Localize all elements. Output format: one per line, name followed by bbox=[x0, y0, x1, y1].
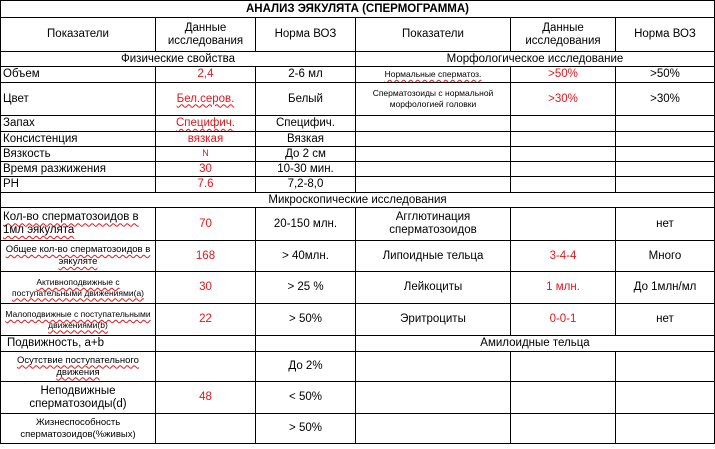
table-row bbox=[1, 177, 715, 193]
header-research-data-left: Данные исследования bbox=[156, 18, 256, 52]
empty-cell bbox=[356, 116, 511, 132]
empty-cell bbox=[511, 177, 616, 193]
header-indicators-right: Показатели bbox=[356, 18, 511, 52]
section-row bbox=[1, 193, 715, 208]
row-norm: 2-6 мл bbox=[256, 67, 356, 83]
row-label: Вязкость bbox=[1, 147, 156, 162]
row-value bbox=[156, 336, 256, 352]
empty-cell bbox=[356, 162, 511, 177]
row-label: Неподвижные сперматозоиды(d) bbox=[1, 382, 156, 414]
empty-cell bbox=[356, 414, 511, 444]
row-label: Агглютинация сперматозоидов bbox=[356, 208, 511, 241]
row-label: Эритроциты bbox=[356, 304, 511, 336]
row-value bbox=[511, 208, 616, 241]
title-row bbox=[1, 1, 715, 18]
row-value bbox=[156, 83, 256, 116]
row-norm: > 25 % bbox=[256, 272, 356, 304]
row-norm: 7,2-8,0 bbox=[256, 177, 356, 193]
label-text: Малоподвижные с поступательными движениями(b) bbox=[5, 308, 151, 330]
row-norm: До 1млн/мл bbox=[616, 272, 715, 304]
empty-cell bbox=[616, 382, 715, 414]
empty-cell bbox=[511, 132, 616, 147]
row-norm: Белый bbox=[256, 83, 356, 116]
table-row bbox=[1, 132, 715, 147]
row-norm: >50% bbox=[616, 67, 715, 83]
row-value bbox=[156, 352, 256, 382]
row-norm: < 50% bbox=[256, 382, 356, 414]
empty-cell bbox=[356, 147, 511, 162]
row-norm: нет bbox=[616, 208, 715, 241]
row-value: 30 bbox=[156, 162, 256, 177]
row-label: Запах bbox=[1, 116, 156, 132]
empty-cell bbox=[356, 382, 511, 414]
table-row bbox=[1, 272, 715, 304]
row-value: вязкая bbox=[156, 132, 256, 147]
table-row bbox=[1, 336, 715, 352]
table-row bbox=[1, 116, 715, 132]
row-value: 1 млн. bbox=[511, 272, 616, 304]
row-label: Объем bbox=[1, 67, 156, 83]
table-row bbox=[1, 382, 715, 414]
empty-cell bbox=[511, 382, 616, 414]
empty-cell bbox=[616, 177, 715, 193]
section-physical: Физические свойства bbox=[1, 52, 356, 67]
table-row bbox=[1, 304, 715, 336]
label-text: Активноподвижные с поступательными движениями(а) bbox=[11, 276, 144, 298]
table-row bbox=[1, 208, 715, 241]
row-value: 30 bbox=[156, 272, 256, 304]
header-indicators-left: Показатели bbox=[1, 18, 156, 52]
row-value: N bbox=[156, 147, 256, 162]
empty-cell bbox=[616, 352, 715, 382]
empty-cell bbox=[511, 147, 616, 162]
section-row bbox=[1, 52, 715, 67]
row-label bbox=[1, 304, 156, 336]
empty-cell bbox=[511, 352, 616, 382]
table-row bbox=[1, 352, 715, 382]
row-label bbox=[356, 67, 511, 83]
row-label bbox=[1, 272, 156, 304]
label-text: Нормальные сперматоз. bbox=[384, 69, 482, 80]
row-label: PH bbox=[1, 177, 156, 193]
page-title: АНАЛИЗ ЭЯКУЛЯТА (СПЕРМОГРАММА) bbox=[1, 1, 715, 18]
row-norm: Специфич. bbox=[256, 116, 356, 132]
table-row bbox=[1, 83, 715, 116]
row-label: Сперматозоиды с нормальной морфологией головки bbox=[356, 83, 511, 116]
row-label: Липоидные тельца bbox=[356, 241, 511, 272]
row-value: 7.6 bbox=[156, 177, 256, 193]
row-value: 168 bbox=[156, 241, 256, 272]
empty-cell bbox=[356, 132, 511, 147]
row-value bbox=[156, 414, 256, 444]
empty-cell bbox=[511, 414, 616, 444]
table-row bbox=[1, 241, 715, 272]
row-norm: 20-150 млн. bbox=[256, 208, 356, 241]
row-value bbox=[156, 116, 256, 132]
empty-cell bbox=[616, 162, 715, 177]
row-norm: нет bbox=[616, 304, 715, 336]
empty-cell bbox=[356, 352, 511, 382]
empty-cell bbox=[511, 116, 616, 132]
row-norm: До 2 см bbox=[256, 147, 356, 162]
header-who-norm-left: Норма ВОЗ bbox=[256, 18, 356, 52]
row-value: 2,4 bbox=[156, 67, 256, 83]
label-text: Общее кол-во сперматозоидов в эякуляте bbox=[5, 244, 151, 267]
row-label: Цвет bbox=[1, 83, 156, 116]
empty-cell bbox=[511, 162, 616, 177]
row-label bbox=[1, 352, 156, 382]
table-row bbox=[1, 147, 715, 162]
header-row bbox=[1, 18, 715, 52]
empty-cell bbox=[616, 132, 715, 147]
row-value: 0-0-1 bbox=[511, 304, 616, 336]
row-norm: >30% bbox=[616, 83, 715, 116]
row-norm: > 40млн. bbox=[256, 241, 356, 272]
value-text: Специфич. bbox=[175, 117, 235, 130]
row-value: >50% bbox=[511, 67, 616, 83]
row-norm: До 2% bbox=[256, 352, 356, 382]
row-value: >30% bbox=[511, 83, 616, 116]
row-norm: Вязкая bbox=[256, 132, 356, 147]
label-text: Кол-во сперматозоидов в 1мл эякулята bbox=[3, 211, 139, 236]
row-label bbox=[1, 241, 156, 272]
row-norm: > 50% bbox=[256, 304, 356, 336]
row-norm bbox=[256, 336, 356, 352]
section-microscopic: Микроскопические исследования bbox=[1, 193, 715, 208]
row-label: Время разжижения bbox=[1, 162, 156, 177]
empty-cell bbox=[616, 147, 715, 162]
table-row bbox=[1, 67, 715, 83]
empty-cell bbox=[356, 177, 511, 193]
row-norm: 10-30 мин. bbox=[256, 162, 356, 177]
row-value: 22 bbox=[156, 304, 256, 336]
section-amyloid: Амилоидные тельца bbox=[356, 336, 715, 352]
empty-cell bbox=[616, 116, 715, 132]
row-label: Консистенция bbox=[1, 132, 156, 147]
row-norm: > 50% bbox=[256, 414, 356, 444]
row-value: 70 bbox=[156, 208, 256, 241]
row-label: Жизнеспособность сперматозоидов(%живых) bbox=[1, 414, 156, 444]
table-row bbox=[1, 414, 715, 444]
header-research-data-right: Данные исследования bbox=[511, 18, 616, 52]
row-norm: Много bbox=[616, 241, 715, 272]
section-morphology: Морфологическое исследование bbox=[356, 52, 715, 67]
row-value: 3-4-4 bbox=[511, 241, 616, 272]
value-text: Бел.серов. bbox=[176, 92, 235, 105]
header-who-norm-right: Норма ВОЗ bbox=[616, 18, 715, 52]
empty-cell bbox=[616, 414, 715, 444]
row-label: Подвижность, a+b bbox=[1, 336, 156, 352]
table-row bbox=[1, 162, 715, 177]
label-text: Осутствие поступательного движения bbox=[17, 354, 139, 378]
row-label bbox=[1, 208, 156, 241]
row-value: 48 bbox=[156, 382, 256, 414]
row-label: Лейкоциты bbox=[356, 272, 511, 304]
